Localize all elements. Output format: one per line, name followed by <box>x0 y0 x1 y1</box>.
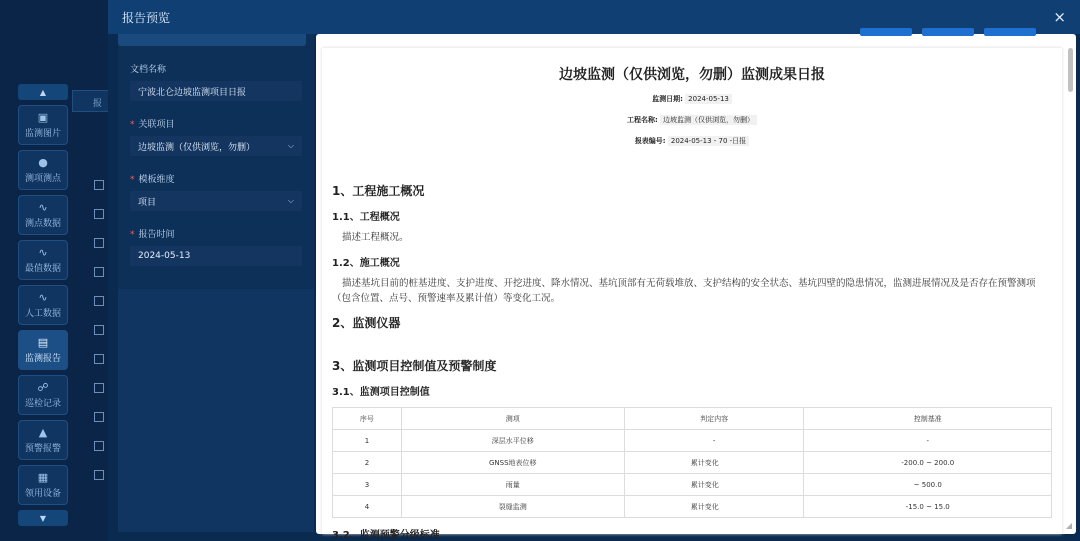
table-row <box>333 474 1052 496</box>
section-heading: 2、监测仪器 <box>332 316 401 330</box>
template-label <box>130 172 302 185</box>
doc-name-label-text: 文档名称 <box>130 65 167 75</box>
subsection-heading: 3.1、监测项目控制值 <box>332 387 430 398</box>
doc-name-value: 宁波北仑边坡监测项目日报 <box>138 87 247 98</box>
document-page <box>322 48 1062 541</box>
point-icon: ● <box>38 156 48 169</box>
background-side-nav <box>18 84 72 524</box>
table-header-row <box>333 408 1052 430</box>
background-tab-label: 报 <box>93 99 103 109</box>
form-lower-area <box>118 289 314 532</box>
meta-value: 边坡监测（仅供浏览，勿删） <box>660 115 757 125</box>
nav-item-label: 测点数据 <box>24 219 61 229</box>
report-icon: ▤ <box>37 336 49 349</box>
preview-toolbar <box>860 28 1036 36</box>
meta-line <box>332 94 1052 104</box>
subsection-heading: 1.1、工程概况 <box>332 212 400 223</box>
wave-icon: ∿ <box>38 246 48 259</box>
row-checkbox[interactable] <box>94 441 104 451</box>
meta-key: 报表编号: <box>634 137 666 145</box>
nav-item[interactable] <box>18 465 68 505</box>
table-cell: 裂缝监测 <box>401 496 624 518</box>
device-icon: ▦ <box>37 471 49 484</box>
nav-item[interactable] <box>18 375 68 415</box>
project-label <box>130 117 302 130</box>
table-cell: -15.0 ~ 15.0 <box>804 496 1052 518</box>
nav-item-label: 测项测点 <box>24 174 61 184</box>
resize-grip-icon[interactable]: ◢ <box>1065 521 1072 530</box>
nav-item-label: 监测报告 <box>24 354 61 364</box>
table-cell: 深层水平位移 <box>401 430 624 452</box>
table-cell: 2 <box>333 452 402 474</box>
row-checkbox[interactable] <box>94 180 104 190</box>
table-cell: 累计变化 <box>624 496 804 518</box>
report-form <box>118 62 314 266</box>
table-header-cell: 测项 <box>401 408 624 430</box>
nav-item[interactable] <box>18 105 68 145</box>
time-label-text: 报告时间 <box>138 230 175 240</box>
table-cell: 累计变化 <box>624 474 804 496</box>
document-preview[interactable] <box>316 34 1076 541</box>
report-form-panel <box>118 34 314 532</box>
meta-line <box>332 136 1052 146</box>
time-value: 2024-05-13 <box>138 251 191 261</box>
row-checkbox[interactable] <box>94 325 104 335</box>
subsection-heading: 3.2、监测预警分级标准 <box>332 530 440 541</box>
nav-item[interactable] <box>18 195 68 235</box>
meta-line <box>332 115 1052 125</box>
nav-item-label: 最值数据 <box>24 264 61 274</box>
toolbar-button[interactable] <box>860 28 912 36</box>
nav-item[interactable] <box>18 420 68 460</box>
table-cell: 累计变化 <box>624 452 804 474</box>
image-icon: ▣ <box>37 111 49 124</box>
background-checkboxes <box>90 180 104 499</box>
patrol-icon: ☍ <box>37 381 49 394</box>
template-select[interactable] <box>130 191 302 211</box>
row-checkbox[interactable] <box>94 470 104 480</box>
doc-name-label <box>130 62 302 75</box>
toolbar-button[interactable] <box>984 28 1036 36</box>
time-input[interactable] <box>130 246 302 266</box>
chevron-down-icon: ⌵ <box>287 141 294 150</box>
table-row <box>333 496 1052 518</box>
nav-item-label: 巡检记录 <box>24 399 61 409</box>
report-preview-modal <box>108 0 1080 541</box>
table-cell: -200.0 ~ 200.0 <box>804 452 1052 474</box>
row-checkbox[interactable] <box>94 412 104 422</box>
nav-item[interactable] <box>18 240 68 280</box>
table-cell: 雨量 <box>401 474 624 496</box>
control-value-table <box>332 407 1052 518</box>
subsection-heading: 1.2、施工概况 <box>332 258 400 269</box>
wave-icon: ∿ <box>38 201 48 214</box>
scrollbar[interactable] <box>1068 48 1073 92</box>
table-row <box>333 452 1052 474</box>
nav-item[interactable] <box>18 330 68 370</box>
modal-title: 报告预览 <box>122 10 171 25</box>
table-cell: 1 <box>333 430 402 452</box>
background-tab[interactable] <box>72 90 112 112</box>
chevron-down-icon: ⌵ <box>287 196 294 205</box>
nav-item[interactable] <box>18 150 68 190</box>
required-mark: * <box>130 175 135 185</box>
table-header-cell: 判定内容 <box>624 408 804 430</box>
nav-up-arrow-icon[interactable]: ▲ <box>18 84 68 100</box>
row-checkbox[interactable] <box>94 354 104 364</box>
document-title: 边坡监测（仅供浏览，勿删）监测成果日报 <box>559 67 825 83</box>
nav-item-label: 领用设备 <box>24 489 61 499</box>
nav-item-label: 预警报警 <box>24 444 61 454</box>
nav-item-label: 人工数据 <box>24 309 61 319</box>
table-header-cell: 控制基准 <box>804 408 1052 430</box>
table-cell: - <box>804 430 1052 452</box>
form-top-bar <box>118 34 306 46</box>
meta-key: 监测日期: <box>652 95 683 103</box>
meta-value: 2024-05-13 <box>685 94 732 104</box>
row-checkbox[interactable] <box>94 267 104 277</box>
table-cell: - <box>624 430 804 452</box>
table-header-cell: 序号 <box>333 408 402 430</box>
template-value: 项目 <box>138 197 157 208</box>
row-checkbox[interactable] <box>94 383 104 393</box>
row-checkbox[interactable] <box>94 238 104 248</box>
wave-icon: ∿ <box>38 291 48 304</box>
row-checkbox[interactable] <box>94 209 104 219</box>
table-row <box>333 430 1052 452</box>
paragraph: 描述基坑目前的桩基进度、支护进度、开挖进度、降水情况、基坑顶部有无荷载堆放、支护结构的安全状态、基坑四壁的隐患情况，监测进展情况及是否存在预警测项（包含位置、点号、预警速率及累计值）等变化工况。 <box>332 278 1036 304</box>
nav-item[interactable] <box>18 285 68 325</box>
row-checkbox[interactable] <box>94 296 104 306</box>
table-cell: ~ 500.0 <box>804 474 1052 496</box>
doc-name-input[interactable] <box>130 81 302 101</box>
close-icon[interactable]: × <box>1053 8 1066 26</box>
project-label-text: 关联项目 <box>138 120 175 130</box>
nav-down-arrow-icon[interactable]: ▼ <box>18 510 68 526</box>
required-mark: * <box>130 120 135 130</box>
toolbar-button[interactable] <box>922 28 974 36</box>
required-mark: * <box>130 230 135 240</box>
time-label <box>130 227 302 240</box>
nav-item-label: 监测图片 <box>24 129 61 139</box>
table-cell: 3 <box>333 474 402 496</box>
table-cell: GNSS地表位移 <box>401 452 624 474</box>
project-value: 边坡监测（仅供浏览，勿删） <box>138 142 256 153</box>
table-cell: 4 <box>333 496 402 518</box>
project-select[interactable] <box>130 136 302 156</box>
section-heading: 1、工程施工概况 <box>332 184 425 198</box>
alarm-icon: ▲ <box>38 426 48 439</box>
meta-key: 工程名称: <box>626 116 658 124</box>
template-label-text: 模板维度 <box>138 175 175 185</box>
section-heading: 3、监测项目控制值及预警制度 <box>332 359 497 373</box>
paragraph: 描述工程概况。 <box>342 232 409 243</box>
meta-value: 2024-05-13 - 70 -日报 <box>668 136 749 146</box>
